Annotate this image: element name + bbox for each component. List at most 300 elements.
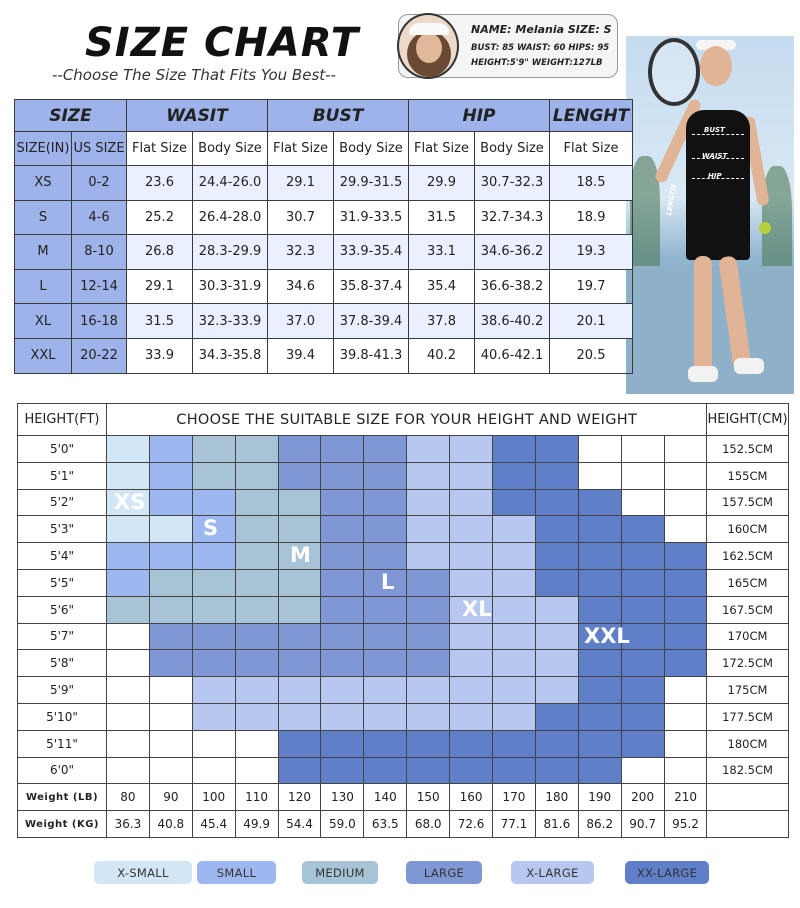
weight-lb-cell: 180 <box>535 784 578 811</box>
height-cm-cell: 152.5CM <box>707 436 788 463</box>
weight-lb-cell: 80 <box>107 784 150 811</box>
weight-lb-cell: 120 <box>278 784 321 811</box>
size-grid-cell <box>535 677 578 704</box>
height-cm-cell: 167.5CM <box>707 596 788 623</box>
size-grid-cell <box>321 543 364 570</box>
overlay-label-xl: XL <box>462 597 492 621</box>
size-grid-cell <box>664 703 707 730</box>
size-grid-cell <box>321 596 364 623</box>
weight-lb-cell: 190 <box>578 784 621 811</box>
size-grid-cell <box>664 730 707 757</box>
measure-cell: 34.6 <box>268 269 334 304</box>
measure-cell: 39.4 <box>268 338 334 373</box>
size-grid-cell <box>364 730 407 757</box>
size-grid-cell <box>278 650 321 677</box>
height-row <box>18 677 789 704</box>
size-grid-cell <box>578 462 621 489</box>
size-grid-cell <box>107 703 150 730</box>
weight-kg-row <box>18 811 789 838</box>
size-grid-cell <box>192 730 235 757</box>
model-height-weight: HEIGHT:5'9" WEIGHT:127LB <box>471 58 603 68</box>
measure-cell: 28.3-29.9 <box>193 235 268 270</box>
size-grid-cell <box>407 650 450 677</box>
size-grid-cell <box>192 677 235 704</box>
size-grid-cell <box>235 677 278 704</box>
measure-cell: 20.5 <box>550 338 633 373</box>
subheader-cell: Flat Size <box>409 132 475 166</box>
size-grid-cell <box>107 569 150 596</box>
size-grid-cell <box>578 677 621 704</box>
weight-lb-cell: 100 <box>192 784 235 811</box>
measure-cell: 23.6 <box>127 166 193 201</box>
height-ft-cell: 5'8" <box>18 650 107 677</box>
height-ft-cell: 5'5" <box>18 569 107 596</box>
size-grid-cell <box>278 516 321 543</box>
size-grid-cell <box>535 489 578 516</box>
size-grid-cell <box>535 730 578 757</box>
measure-cell: 38.6-40.2 <box>475 304 550 339</box>
size-grid-cell <box>493 757 536 784</box>
size-grid-cell <box>407 489 450 516</box>
subheader-cell: Body Size <box>334 132 409 166</box>
height-row <box>18 650 789 677</box>
overlay-label-s: S <box>203 516 219 540</box>
size-grid-cell <box>450 757 493 784</box>
size-row <box>15 338 633 373</box>
weight-kg-cell: 40.8 <box>149 811 192 838</box>
size-grid-cell <box>192 596 235 623</box>
size-grid-cell <box>621 596 664 623</box>
height-ft-cell: 5'3" <box>18 516 107 543</box>
size-grid-cell <box>235 489 278 516</box>
size-grid-cell <box>321 623 364 650</box>
subheader-cell: Body Size <box>475 132 550 166</box>
height-ft-cell: 5'6" <box>18 596 107 623</box>
size-grid-cell <box>149 650 192 677</box>
size-grid-cell <box>235 623 278 650</box>
group-hip: HIP <box>409 100 550 132</box>
size-grid-cell <box>578 703 621 730</box>
size-grid-cell <box>278 489 321 516</box>
measure-cell: 35.8-37.4 <box>334 269 409 304</box>
size-grid-cell <box>235 757 278 784</box>
measure-cell: 29.1 <box>127 269 193 304</box>
size-grid-cell <box>321 462 364 489</box>
height-ft-cell: 5'2" <box>18 489 107 516</box>
size-grid-cell <box>107 730 150 757</box>
size-grid-cell <box>149 596 192 623</box>
size-cell: XS <box>15 166 72 201</box>
tennis-racket-icon <box>648 38 700 106</box>
size-grid-cell <box>450 543 493 570</box>
size-grid-cell <box>535 569 578 596</box>
size-row <box>15 166 633 201</box>
size-grid-cell <box>364 516 407 543</box>
size-grid-cell <box>621 757 664 784</box>
size-grid-cell <box>621 462 664 489</box>
size-grid-cell <box>621 489 664 516</box>
measure-cell: 26.8 <box>127 235 193 270</box>
size-cell: L <box>15 269 72 304</box>
weight-kg-cell: 77.1 <box>493 811 536 838</box>
size-grid-cell <box>235 650 278 677</box>
weight-lb-cell: 140 <box>364 784 407 811</box>
size-grid-cell <box>664 623 707 650</box>
height-ft-cell: 5'9" <box>18 677 107 704</box>
size-grid-cell <box>364 436 407 463</box>
size-grid-cell <box>407 677 450 704</box>
size-grid-cell <box>364 489 407 516</box>
height-row <box>18 516 789 543</box>
size-grid-cell <box>407 516 450 543</box>
size-grid-cell <box>578 489 621 516</box>
size-grid-cell <box>621 677 664 704</box>
measure-cell: 40.2 <box>409 338 475 373</box>
size-grid-cell <box>107 516 150 543</box>
height-ft-cell: 5'10" <box>18 703 107 730</box>
size-grid-cell <box>192 703 235 730</box>
size-grid-cell <box>664 569 707 596</box>
height-ft-cell: 5'0" <box>18 436 107 463</box>
size-grid-cell <box>149 462 192 489</box>
subheader-cell: Flat Size <box>550 132 633 166</box>
height-cm-cell: 155CM <box>707 462 788 489</box>
size-grid-cell <box>450 436 493 463</box>
size-grid-cell <box>450 623 493 650</box>
height-cm-cell: 175CM <box>707 677 788 704</box>
size-grid-cell <box>450 462 493 489</box>
height-cm-cell: 172.5CM <box>707 650 788 677</box>
empty-cell <box>707 811 788 838</box>
measure-cell: 4-6 <box>72 200 127 235</box>
size-grid-cell <box>364 703 407 730</box>
size-grid-cell <box>621 543 664 570</box>
weight-lb-label: Weight (LB) <box>18 784 107 811</box>
size-grid-cell <box>578 596 621 623</box>
size-grid-cell <box>321 677 364 704</box>
size-grid-cell <box>364 543 407 570</box>
measure-cell: 40.6-42.1 <box>475 338 550 373</box>
size-grid-cell <box>493 516 536 543</box>
subheader-cell: Body Size <box>193 132 268 166</box>
size-grid-cell <box>407 569 450 596</box>
size-grid-cell <box>364 462 407 489</box>
legend-small: SMALL <box>197 861 276 884</box>
weight-lb-cell: 130 <box>321 784 364 811</box>
size-grid-cell <box>407 703 450 730</box>
measure-cell: 32.7-34.3 <box>475 200 550 235</box>
size-grid-cell <box>535 703 578 730</box>
weight-kg-cell: 63.5 <box>364 811 407 838</box>
size-grid-cell <box>149 703 192 730</box>
size-grid-cell <box>235 543 278 570</box>
size-row <box>15 235 633 270</box>
size-grid-cell <box>621 436 664 463</box>
measure-cell: 31.5 <box>409 200 475 235</box>
weight-kg-cell: 54.4 <box>278 811 321 838</box>
size-grid-cell <box>321 650 364 677</box>
size-cell: XXL <box>15 338 72 373</box>
size-grid-cell <box>578 650 621 677</box>
measure-cell: 34.6-36.2 <box>475 235 550 270</box>
height-row <box>18 569 789 596</box>
height-weight-chart <box>17 403 789 838</box>
measure-cell: 37.0 <box>268 304 334 339</box>
size-grid-cell <box>664 677 707 704</box>
model-name-size: NAME: Melania SIZE: S <box>471 23 612 36</box>
size-grid-cell <box>493 623 536 650</box>
size-grid-cell <box>107 543 150 570</box>
size-grid-cell <box>493 703 536 730</box>
measure-cell: 39.8-41.3 <box>334 338 409 373</box>
size-grid-cell <box>149 436 192 463</box>
size-cell: S <box>15 200 72 235</box>
measure-cell: 30.7-32.3 <box>475 166 550 201</box>
group-waist: WASIT <box>127 100 268 132</box>
size-cell: XL <box>15 304 72 339</box>
size-row <box>15 269 633 304</box>
legend-x-small: X-SMALL <box>94 861 192 884</box>
photo-label-length: LENGTH <box>665 183 679 217</box>
height-row <box>18 757 789 784</box>
legend-xx-large: XX-LARGE <box>625 861 709 884</box>
size-grid-cell <box>192 757 235 784</box>
size-grid-cell <box>321 703 364 730</box>
height-ft-cell: 5'11" <box>18 730 107 757</box>
height-cm-cell: 165CM <box>707 569 788 596</box>
size-grid-cell <box>321 436 364 463</box>
weight-lb-cell: 210 <box>664 784 707 811</box>
height-cm-cell: 162.5CM <box>707 543 788 570</box>
measure-cell: 29.9 <box>409 166 475 201</box>
size-grid-cell <box>578 543 621 570</box>
measure-cell: 26.4-28.0 <box>193 200 268 235</box>
measure-cell: 36.6-38.2 <box>475 269 550 304</box>
size-grid-cell <box>450 516 493 543</box>
size-grid-cell <box>278 757 321 784</box>
size-grid-cell <box>621 703 664 730</box>
size-grid-cell <box>535 650 578 677</box>
weight-kg-cell: 45.4 <box>192 811 235 838</box>
size-grid-cell <box>278 623 321 650</box>
size-grid-cell <box>235 462 278 489</box>
height-row <box>18 730 789 757</box>
weight-lb-cell: 150 <box>407 784 450 811</box>
size-grid-cell <box>621 730 664 757</box>
size-grid-cell <box>535 436 578 463</box>
overlay-label-xs: XS <box>114 490 146 514</box>
size-grid-cell <box>664 436 707 463</box>
weight-lb-row <box>18 784 789 811</box>
size-grid-cell <box>493 677 536 704</box>
size-grid-cell <box>149 543 192 570</box>
size-grid-cell <box>364 757 407 784</box>
size-table <box>14 99 633 374</box>
group-length: LENGHT <box>550 100 633 132</box>
size-grid-cell <box>450 489 493 516</box>
height-chart-banner: CHOOSE THE SUITABLE SIZE FOR YOUR HEIGHT AND WEIGHT <box>107 404 707 436</box>
size-grid-cell <box>450 569 493 596</box>
model-photo <box>626 36 794 394</box>
weight-kg-cell: 86.2 <box>578 811 621 838</box>
measure-cell: 0-2 <box>72 166 127 201</box>
size-grid-cell <box>535 623 578 650</box>
size-grid-cell <box>664 462 707 489</box>
weight-lb-cell: 110 <box>235 784 278 811</box>
group-bust: BUST <box>268 100 409 132</box>
size-grid-cell <box>407 462 450 489</box>
size-grid-cell <box>364 596 407 623</box>
size-grid-cell <box>493 543 536 570</box>
size-grid-cell <box>407 596 450 623</box>
size-grid-cell <box>278 677 321 704</box>
size-grid-cell <box>407 623 450 650</box>
size-grid-cell <box>192 436 235 463</box>
size-grid-cell <box>493 436 536 463</box>
measure-cell: 30.7 <box>268 200 334 235</box>
measure-cell: 24.4-26.0 <box>193 166 268 201</box>
measure-cell: 37.8 <box>409 304 475 339</box>
size-grid-cell <box>107 596 150 623</box>
photo-label-waist: WAIST <box>702 152 728 160</box>
measure-cell: 19.3 <box>550 235 633 270</box>
size-grid-cell <box>149 757 192 784</box>
measure-cell: 37.8-39.4 <box>334 304 409 339</box>
size-table-group-header <box>15 100 633 132</box>
measure-cell: 33.1 <box>409 235 475 270</box>
height-cm-cell: 180CM <box>707 730 788 757</box>
empty-cell <box>707 784 788 811</box>
weight-lb-cell: 170 <box>493 784 536 811</box>
height-cm-header: HEIGHT(CM) <box>707 404 788 436</box>
subheader-cell: US SIZE <box>72 132 127 166</box>
size-grid-cell <box>664 516 707 543</box>
weight-lb-cell: 160 <box>450 784 493 811</box>
height-ft-cell: 6'0" <box>18 757 107 784</box>
tennis-ball-icon <box>759 222 771 234</box>
measure-cell: 33.9-35.4 <box>334 235 409 270</box>
overlay-label-l: L <box>381 570 395 594</box>
size-row <box>15 200 633 235</box>
size-grid-cell <box>621 569 664 596</box>
size-row <box>15 304 633 339</box>
size-grid-cell <box>535 543 578 570</box>
height-row <box>18 543 789 570</box>
model-avatar <box>397 13 459 79</box>
size-grid-cell <box>107 623 150 650</box>
weight-kg-cell: 68.0 <box>407 811 450 838</box>
model-measurements: BUST: 85 WAIST: 60 HIPS: 95 <box>471 43 610 53</box>
height-cm-cell: 177.5CM <box>707 703 788 730</box>
weight-lb-cell: 200 <box>621 784 664 811</box>
size-grid-cell <box>192 623 235 650</box>
size-grid-cell <box>621 516 664 543</box>
size-grid-cell <box>107 462 150 489</box>
size-grid-cell <box>149 569 192 596</box>
size-grid-cell <box>149 623 192 650</box>
size-grid-cell <box>235 569 278 596</box>
height-ft-header: HEIGHT(FT) <box>18 404 107 436</box>
measure-cell: 34.3-35.8 <box>193 338 268 373</box>
measure-cell: 8-10 <box>72 235 127 270</box>
weight-kg-cell: 95.2 <box>664 811 707 838</box>
size-grid-cell <box>407 436 450 463</box>
weight-kg-cell: 90.7 <box>621 811 664 838</box>
size-grid-cell <box>450 677 493 704</box>
size-grid-cell <box>578 516 621 543</box>
size-grid-cell <box>278 730 321 757</box>
size-grid-cell <box>664 489 707 516</box>
height-row <box>18 703 789 730</box>
measure-cell: 18.9 <box>550 200 633 235</box>
weight-kg-cell: 72.6 <box>450 811 493 838</box>
subheader-cell: Flat Size <box>268 132 334 166</box>
size-grid-cell <box>192 543 235 570</box>
measure-cell: 19.7 <box>550 269 633 304</box>
size-grid-cell <box>321 569 364 596</box>
height-ft-cell: 5'1" <box>18 462 107 489</box>
size-grid-cell <box>107 677 150 704</box>
size-grid-cell <box>278 436 321 463</box>
size-grid-cell <box>664 543 707 570</box>
size-grid-cell <box>192 569 235 596</box>
height-row <box>18 623 789 650</box>
size-grid-cell <box>535 596 578 623</box>
size-grid-cell <box>149 730 192 757</box>
size-grid-cell <box>535 757 578 784</box>
size-grid-cell <box>321 516 364 543</box>
size-grid-cell <box>535 516 578 543</box>
measure-cell: 29.9-31.5 <box>334 166 409 201</box>
photo-label-bust: BUST <box>704 126 725 134</box>
measure-cell: 20.1 <box>550 304 633 339</box>
page-title: SIZE CHART <box>85 20 360 66</box>
size-grid-cell <box>364 677 407 704</box>
size-grid-cell <box>149 516 192 543</box>
size-grid-cell <box>321 757 364 784</box>
measure-cell: 12-14 <box>72 269 127 304</box>
size-cell: M <box>15 235 72 270</box>
size-grid-cell <box>450 650 493 677</box>
size-grid-cell <box>664 650 707 677</box>
size-grid-cell <box>235 436 278 463</box>
size-grid-cell <box>235 596 278 623</box>
weight-kg-cell: 81.6 <box>535 811 578 838</box>
size-grid-cell <box>578 757 621 784</box>
legend-x-large: X-LARGE <box>511 861 594 884</box>
size-grid-cell <box>578 436 621 463</box>
size-grid-cell <box>578 569 621 596</box>
size-grid-cell <box>578 730 621 757</box>
measure-cell: 33.9 <box>127 338 193 373</box>
height-ft-cell: 5'4" <box>18 543 107 570</box>
measure-cell: 35.4 <box>409 269 475 304</box>
size-grid-cell <box>235 516 278 543</box>
size-grid-cell <box>535 462 578 489</box>
height-row <box>18 462 789 489</box>
model-info-card <box>398 14 618 78</box>
size-grid-cell <box>278 569 321 596</box>
size-grid-cell <box>107 436 150 463</box>
size-grid-cell <box>493 596 536 623</box>
measure-cell: 20-22 <box>72 338 127 373</box>
size-grid-cell <box>493 569 536 596</box>
size-grid-cell <box>493 650 536 677</box>
measure-cell: 31.9-33.5 <box>334 200 409 235</box>
size-grid-cell <box>107 757 150 784</box>
overlay-label-m: M <box>290 543 311 567</box>
subheader-cell: Flat Size <box>127 132 193 166</box>
